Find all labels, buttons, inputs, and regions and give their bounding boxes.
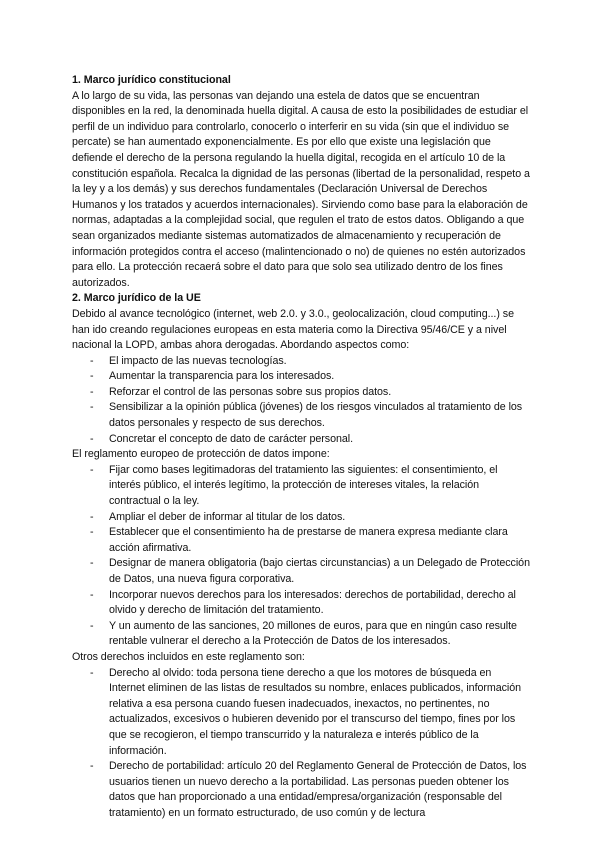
list-item: - Sensibilizar a la opinión pública (jóvenes) de los riesgos vinculados al tratamiento de los datos personales y respecto de sus derechos. (72, 400, 530, 431)
list-item: - Y un aumento de las sanciones, 20 millones de euros, para que en ningún caso resulte rentable vulnerar el derecho a la Protección de Datos de los interesados. (72, 619, 530, 650)
document-page (72, 73, 530, 822)
list-item: - Reforzar el control de las personas sobre sus propios datos. (72, 385, 530, 401)
list-item: - El impacto de las nuevas tecnologías. (72, 354, 530, 370)
aspects-list (72, 354, 530, 448)
section-1-heading: 1. Marco jurídico constitucional (72, 74, 231, 86)
other-rights-list (72, 666, 530, 822)
regulation-intro: El reglamento europeo de protección de datos impone: (72, 448, 330, 461)
list-item: - Aumentar la transparencia para los interesados. (72, 369, 530, 385)
list-item: - Derecho al olvido: toda persona tiene derecho a que los motores de búsqueda en Internet eliminen de las listas de resultados su nombre, enlaces publicados, información relativa a esa persona cuando fuesen inadecuados, inexactos, no pertinentes, no actualizados, excesivos o hubieren devenido por el transcurso del tiempo, fines por los que se recogieron, el tiempo transcurrido y la naturaleza e interés público de la información. (72, 666, 530, 760)
list-item: - Derecho de portabilidad: artículo 20 del Reglamento General de Protección de Datos, los usuarios tienen un nuevo derecho a la portabilidad. Las personas pueden obtener los datos que han proporcionado a una entidad/empresa/organización (responsable del tratamiento) en un formato estructurado, de uso común y de lectura (72, 759, 530, 821)
section-2-heading: 2. Marco jurídico de la UE (72, 292, 201, 305)
list-item: - Fijar como bases legitimadoras del tratamiento las siguientes: el consentimiento, el interés público, el interés legítimo, la protección de intereses vitales, la relación contractual o la ley. (72, 463, 530, 510)
list-item: - Incorporar nuevos derechos para los interesados: derechos de portabilidad, derecho al olvido y derecho de limitación del tratamiento. (72, 588, 530, 619)
impositions-list (72, 463, 530, 650)
list-item: - Concretar el concepto de dato de carácter personal. (72, 432, 530, 448)
list-item: - Ampliar el deber de informar al titular de los datos. (72, 510, 530, 526)
list-item: - Establecer que el consentimiento ha de prestarse de manera expresa mediante clara acción afirmativa. (72, 525, 530, 556)
other-rights-intro: Otros derechos incluidos en este reglamento son: (72, 650, 305, 663)
section-1-body: A lo largo de su vida, las personas van dejando una estela de datos que se encuentran disponibles en la red, la denominada huella digital. A causa de esto la posibilidades de estudiar el perfil de un individuo para controlarlo, conocerlo o interferir en su vida (sin que el individuo se percate) se han aumentado exponencialmente. Es por ello que existe una legislación que defiende el derecho de la persona regulando la huella digital, recogida en el artículo 10 de la constitución española. Recalca la dignidad de las personas (libertad de la personalidad, respeto a la ley y a los demás) y sus derechos fundamentales (Declaración Universal de Derechos Humanos y los tratados y acuerdos internacionales). Sirviendo como base para la elaboración de normas, adaptadas a la complejidad social, que regulen el trato de estos datos. Obligando a que sean organizados mediante sistemas automatizados de almacenamiento y recuperación de información protegidos contra el acceso (malintencionado o no) de quienes no estén autorizados para ello. La protección recaerá sobre el dato para que solo sea utilizado dentro de los fines autorizados. (72, 89, 530, 289)
list-item: - Designar de manera obligatoria (bajo ciertas circunstancias) a un Delegado de Protección de Datos, una nueva figura corporativa. (72, 556, 530, 587)
section-2-intro: Debido al avance tecnológico (internet, web 2.0. y 3.0., geolocalización, cloud computing...) se han ido creando regulaciones europeas en esta materia como la Directiva 95/46/CE y a nivel nacional la LOPD, ambas ahora derogadas. Abordando aspectos como: (72, 307, 514, 352)
